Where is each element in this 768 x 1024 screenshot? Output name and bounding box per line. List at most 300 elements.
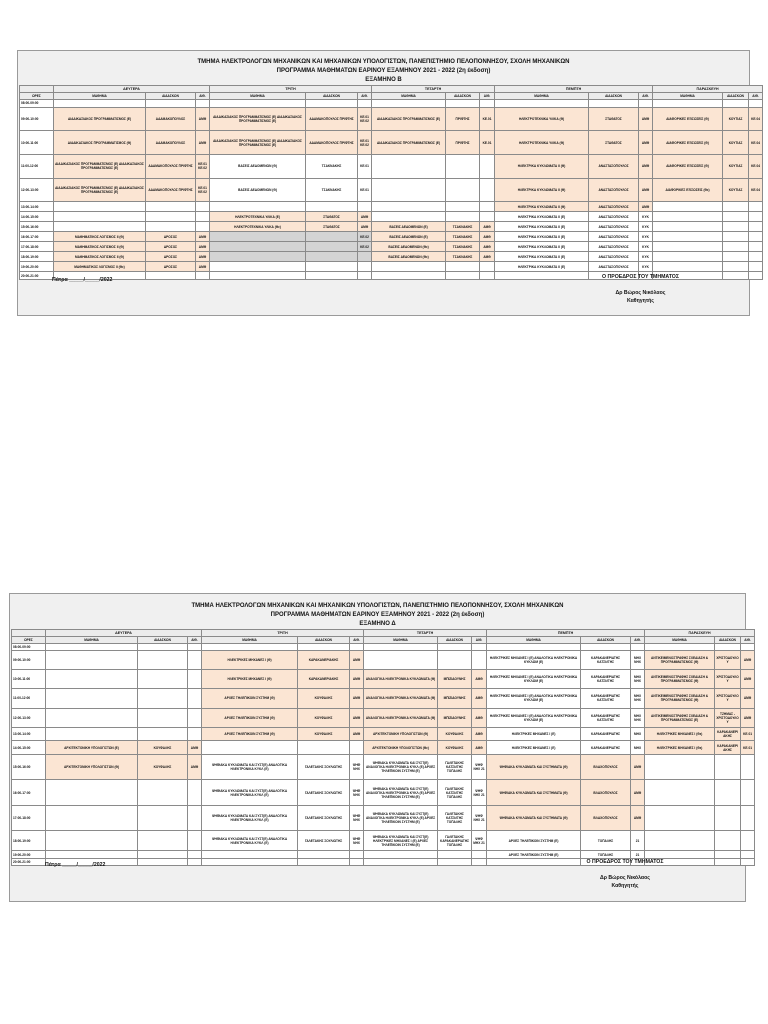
column-header-course: ΜΑΘΗΜΑ bbox=[202, 637, 298, 644]
time-slot: 15:00-16:00 bbox=[12, 754, 46, 780]
room-cell: ΑΜΘ bbox=[472, 669, 487, 688]
course-cell bbox=[210, 232, 306, 242]
empty-cell bbox=[188, 650, 202, 669]
time-slot-row bbox=[20, 107, 763, 131]
column-header-teacher: ΔΙΔΑΣΚΩΝ bbox=[446, 93, 480, 100]
room-cell: ΑΜΘ bbox=[358, 222, 372, 232]
teacher-cell: ΣΤΑΘΑΤΟΣ bbox=[589, 131, 639, 155]
teacher-cell: ΑΝΑΣΤΑΣΟΠΟΥΛΟΣ bbox=[589, 262, 639, 272]
room-cell: ΑΜΘ bbox=[350, 708, 364, 727]
empty-cell bbox=[210, 202, 306, 212]
teacher-cell: ΚΑΡΑΚΑΝΕΡΙΑΤΗΣ bbox=[581, 741, 631, 754]
room-cell: ΑΜΘ bbox=[480, 252, 495, 262]
time-slot: 10:00-11:00 bbox=[20, 131, 54, 155]
column-header-room: ΑΙΘ. bbox=[639, 93, 653, 100]
program-title: ΠΡΟΓΡΑΜΜΑ ΜΑΘΗΜΑΤΩΝ ΕΑΡΙΝΟΥ ΕΞΑΜΗΝΟΥ 2021 - 2022 (2η έκδοση) bbox=[276, 68, 491, 74]
course-cell: ΜΑΘΗΜΑΤΙΚΟΣ ΛΟΓΙΣΜΟΣ ΙΙ (Θ) bbox=[54, 252, 146, 262]
course-cell: ΨΗΦΙΑΚΑ ΚΥΚΛΩΜΑΤΑ ΚΑΙ ΣΥΣΤ(Ε) ΑΝΑΛΟΓΙΚΑ ΗΛΕΚΤΡΟΝΙΚΑ ΚΥΚΛ (Ε) bbox=[202, 805, 298, 831]
teacher-cell: ΑΝΑΣΤΑΣΟΠΟΥΛΟΣ bbox=[589, 202, 639, 212]
room-cell: ΚΕ.01 ΚΕ.02 bbox=[196, 154, 210, 178]
time-slot: 16:00-17:00 bbox=[12, 780, 46, 806]
empty-cell bbox=[653, 232, 723, 242]
empty-cell bbox=[653, 100, 723, 108]
day-header-row bbox=[20, 86, 763, 93]
empty-cell bbox=[438, 850, 472, 858]
teacher-cell: ΚΟΥΤΙΑΣ bbox=[723, 131, 749, 155]
course-cell: ΑΝΤΙΚΕΙΜΕΝΟΣΤΡΑΦΗΣ ΣΧΕΔΙΑΣΗ & ΠΡΟΓΡΑΜΜΑΤΙΣΜΟΣ (Θ) bbox=[645, 689, 715, 708]
empty-cell bbox=[480, 178, 495, 202]
column-header-teacher: ΔΙΔΑΣΚΩΝ bbox=[589, 93, 639, 100]
room-cell: ΚΕ.04 bbox=[749, 107, 763, 131]
empty-cell bbox=[480, 100, 495, 108]
semester-sheet-b bbox=[17, 50, 760, 316]
empty-cell bbox=[446, 202, 480, 212]
teacher-cell: ΚΟΥΦΑΛΗΣ bbox=[138, 741, 188, 754]
empty-cell bbox=[446, 154, 480, 178]
empty-cell bbox=[358, 272, 372, 280]
course-cell: ΒΑΣΕΙΣ ΔΕΔΟΜΕΝΩΝ (Ε) bbox=[372, 222, 446, 232]
empty-cell bbox=[723, 222, 749, 232]
empty-cell bbox=[146, 100, 196, 108]
course-cell: ΑΡΧΙΤΕΚΤΟΝΙΚΗ ΥΠΟΛΟΓΙΣΤΩΝ (Θ) bbox=[364, 728, 438, 741]
empty-cell bbox=[138, 780, 188, 806]
course-cell: ΗΛΕΚΤΡΙΚΑ ΚΥΚΛΩΜΑΤΑ ΙΙ (Ε) bbox=[495, 232, 589, 242]
time-slot-row bbox=[12, 708, 755, 727]
empty-cell bbox=[188, 689, 202, 708]
empty-cell bbox=[749, 262, 763, 272]
empty-cell bbox=[188, 805, 202, 831]
teacher-cell: ΚΑΡΑΚΑΝΕΡΙΑΤΗΣ ΚΑΤΣΙΛΤΗΣ bbox=[581, 689, 631, 708]
column-header-teacher: ΔΙΔΑΣΚΩΝ bbox=[715, 637, 741, 644]
empty-cell bbox=[723, 100, 749, 108]
teacher-cell: ΠΡΙΦΤΗΣ bbox=[446, 107, 480, 131]
course-cell: ΨΗΦΙΑΚΑ ΚΥΚΛΩΜΑΤΑ ΚΑΙ ΣΥΣΤ(Ε) ΑΝΑΛΟΓΙΚΑ ΗΛΕΚΤΡΟΝΙΚΑ ΚΥΚΛ (Ε) ΑΡΧΕΣ ΤΗΛΕΠΙΚΟΙΝ ΣΥΣΤΗΜ (Ε) bbox=[364, 780, 438, 806]
empty-cell bbox=[653, 252, 723, 262]
course-cell: ΨΗΦΙΑΚΑ ΚΥΚΛΩΜΑΤΑ ΚΑΙ ΣΥΣΤ(Ε) ΑΝΑΛΟΓΙΚΑ ΗΛΕΚΤΡΟΝΙΚΑ ΚΥΚΛ (Ε) bbox=[202, 831, 298, 850]
room-cell: ΑΜΘ bbox=[480, 242, 495, 252]
empty-cell bbox=[749, 232, 763, 242]
column-header-row bbox=[20, 93, 763, 100]
room-cell: ΚΥΚ bbox=[639, 232, 653, 242]
time-slot-row bbox=[20, 154, 763, 178]
day-header-blank bbox=[12, 630, 46, 637]
sheet-header bbox=[18, 51, 749, 85]
course-cell: ΗΛΕΚΤΡΙΚΑ ΚΥΚΛΩΜΑΤΑ ΙΙ (Θ) bbox=[495, 178, 589, 202]
room-cell: ΜΗΧ ΝΗΧ bbox=[631, 708, 645, 727]
column-header-course: ΜΑΘΗΜΑ bbox=[210, 93, 306, 100]
course-cell: ΗΛΕΚΤΡΟΤΕΧΝΙΚΑ ΥΛΙΚΑ (Θε) bbox=[210, 222, 306, 232]
course-cell: ΔΙΑΔΙΚΑΣΙΑΚΟΣ ΠΡΟΓΡΑΜΜΑΤΙΣΜΟΣ (Ε) ΔΙΑΔΙΚΑΣΙΑΚΟΣ ΠΡΟΓΡΑΜΜΑΤΙΣΜΟΣ (Ε) bbox=[210, 107, 306, 131]
column-header-course: ΜΑΘΗΜΑ bbox=[495, 93, 589, 100]
time-slot: 19:00-20:00 bbox=[20, 262, 54, 272]
course-cell: ΑΡΧΕΣ ΤΗΛΕΠΙΚΟΙΝ ΣΥΣΤΗΜ (Ε) bbox=[487, 850, 581, 858]
course-cell: ΑΝΤΙΚΕΙΜΕΝΟΣΤΡΑΦΗΣ ΣΧΕΔΙΑΣΗ & ΠΡΟΓΡΑΜΜΑΤΙΣΜΟΣ (Θ) bbox=[645, 650, 715, 669]
teacher-cell: ΓΑΛΕΤΑΚΗΣ ΣΟΥΛΙΩΤΗΣ bbox=[298, 754, 350, 780]
time-slot-row bbox=[20, 202, 763, 212]
empty-cell bbox=[741, 850, 755, 858]
course-cell: ΗΛΕΚΤΡΙΚΕΣ ΜΗΧΑΝΕΣ Ι (Ε) ΑΝΑΛΟΓΙΚΑ ΗΛΕΚΤΡΟΝΙΚΑ ΚΥΚΛΩΜ (Ε) bbox=[487, 669, 581, 688]
room-cell: ΨΗΦ ΝΗΧ 21 bbox=[472, 805, 487, 831]
column-header-course: ΜΑΘΗΜΑ bbox=[645, 637, 715, 644]
room-cell: ΑΜΘ bbox=[472, 728, 487, 741]
course-cell: ΗΛΕΚΤΡΙΚΑ ΚΥΚΛΩΜΑΤΑ ΙΙ (Ε) bbox=[495, 252, 589, 262]
room-cell: ΑΜΘ bbox=[188, 754, 202, 780]
teacher-cell: ΤΣΑΚΝΑΚΗΣ bbox=[446, 242, 480, 252]
column-header-room: ΑΙΘ. bbox=[350, 637, 364, 644]
teacher-cell bbox=[306, 232, 358, 242]
column-header-room: ΑΙΘ. bbox=[749, 93, 763, 100]
signature-role: Καθηγητής bbox=[626, 298, 655, 304]
time-slot: 13:00-14:00 bbox=[12, 728, 46, 741]
empty-cell bbox=[146, 202, 196, 212]
teacher-cell: ΑΔΑΜΑΚΟΠΟΥΛΟΣ ΠΡΙΦΤΗΣ bbox=[146, 154, 196, 178]
empty-cell bbox=[364, 850, 438, 858]
day-header: ΠΕΜΠΤΗ bbox=[487, 630, 645, 637]
signature-title: Ο ΠΡΟΕΔΡΟΣ ΤΟΥ ΤΜΗΜΑΤΟΣ bbox=[602, 274, 679, 280]
empty-cell bbox=[306, 272, 358, 280]
course-cell: ΑΡΧΕΣ ΤΗΛΕΠΙΚΟΙΝ ΣΥΣΤΗΜ (Θ) bbox=[202, 689, 298, 708]
course-cell: ΨΗΦΙΑΚΑ ΚΥΚΛΩΜΑΤΑ ΚΑΙ ΣΥΣΤΗΜΑΤΑ (Θ) bbox=[487, 780, 581, 806]
empty-cell bbox=[54, 100, 146, 108]
empty-cell bbox=[749, 100, 763, 108]
day-header: ΤΕΤΑΡΤΗ bbox=[372, 86, 495, 93]
course-cell: ΨΗΦΙΑΚΑ ΚΥΚΛΩΜΑΤΑ ΚΑΙ ΣΥΣΤ(Ε) ΗΛΕΚΤΡΙΚΕΣ ΜΗΧΑΝΕΣ Ι (Ε) ΑΡΧΕΣ ΤΗΛΕΠΙΚΟΙΝ ΣΥΣΤΗΜ (Ε) bbox=[364, 831, 438, 850]
semester-title: ΕΞΑΜΗΝΟ Β bbox=[365, 77, 402, 83]
room-cell: ΚΕ.01 bbox=[358, 178, 372, 202]
room-cell: ΑΜΘ bbox=[472, 708, 487, 727]
empty-cell bbox=[653, 262, 723, 272]
department-title: ΤΜΗΜΑ ΗΛΕΚΤΡΟΛΟΓΩΝ ΜΗΧΑΝΙΚΩΝ ΚΑΙ ΜΗΧΑΝΙΚΩΝ ΥΠΟΛΟΓΙΣΤΩΝ, ΠΑΝΕΠΙΣΤΗΜΙΟ ΠΕΛΟΠΟΝΝΗΣΟΥ, ΣΧΟΛΗ ΜΗΧΑΝΙΚΩΝ bbox=[197, 59, 570, 65]
course-cell: ΜΑΘΗΜΑΤΙΚΟΣ ΛΟΓΙΣΜΟΣ ΙΙ (Θ) bbox=[54, 232, 146, 242]
signature-name: Δρ Βώρος Νικόλαος bbox=[615, 290, 666, 296]
column-header-room: ΑΙΘ. bbox=[358, 93, 372, 100]
course-cell: ΔΙΑΔΙΚΑΣΙΑΚΟΣ ΠΡΟΓΡΑΜΜΑΤΙΣΜΟΣ (Ε) ΔΙΑΔΙΚΑΣΙΑΚΟΣ ΠΡΟΓΡΑΜΜΑΤΙΣΜΟΣ (Ε) bbox=[210, 131, 306, 155]
course-cell bbox=[210, 252, 306, 262]
room-cell: ΑΜΘ bbox=[350, 689, 364, 708]
course-cell: ΔΙΑΦΟΡΙΚΕΣ ΕΞΙΣΩΣΕΙΣ (Θ) bbox=[653, 107, 723, 131]
room-cell: ΑΜΘ bbox=[480, 232, 495, 242]
course-cell: ΒΑΣΕΙΣ ΔΕΔΟΜΕΝΩΝ (Ε) bbox=[372, 232, 446, 242]
day-header: ΠΑΡΑΣΚΕΥΗ bbox=[645, 630, 755, 637]
room-cell: ΑΜΘ bbox=[358, 212, 372, 222]
empty-cell bbox=[749, 222, 763, 232]
column-header-teacher: ΔΙΔΑΣΚΩΝ bbox=[581, 637, 631, 644]
room-cell: ΨΗΦ ΝΗΧ bbox=[350, 754, 364, 780]
empty-cell bbox=[723, 262, 749, 272]
column-header-course: ΜΑΘΗΜΑ bbox=[653, 93, 723, 100]
empty-cell bbox=[364, 859, 438, 866]
room-cell: ΑΜΘ bbox=[639, 107, 653, 131]
course-cell: ΨΗΦΙΑΚΑ ΚΥΚΛΩΜΑΤΑ ΚΑΙ ΣΥΣΤ(Ε) ΑΝΑΛΟΓΙΚΑ ΗΛΕΚΤΡΟΝΙΚΑ ΚΥΚΛ (Ε) ΑΡΧΕΣ ΤΗΛΕΠΙΚΟΙΝ ΣΥΣΤΗΜ (Ε) bbox=[364, 805, 438, 831]
empty-cell bbox=[146, 222, 196, 232]
teacher-cell: ΚΟΥΤΙΑΣ bbox=[723, 154, 749, 178]
empty-cell bbox=[653, 202, 723, 212]
room-cell: ΚΕ.04 bbox=[749, 131, 763, 155]
column-header-room: ΑΙΘ. bbox=[472, 637, 487, 644]
teacher-cell: ΤΖΗΜΑΣ - ΧΡΙΣΤΟΔΟΥΛΟΥ bbox=[715, 708, 741, 727]
empty-cell bbox=[188, 669, 202, 688]
teacher-cell: ΓΑΛΕΤΑΚΗΣ ΚΑΤΣΙΛΤΗΣ ΤΟΠΑΛΗΣ bbox=[438, 805, 472, 831]
empty-cell bbox=[715, 754, 741, 780]
time-slot-row bbox=[20, 232, 763, 242]
room-cell: ΚΕ.01 bbox=[358, 154, 372, 178]
signature-block bbox=[563, 273, 718, 305]
teacher-cell: ΑΔΑΜΑΚΟΠΟΥΛΟΣ ΠΡΙΦΤΗΣ bbox=[306, 131, 358, 155]
empty-cell bbox=[138, 850, 188, 858]
room-cell: ΜΗΧ ΝΗΧ bbox=[631, 669, 645, 688]
column-header-teacher: ΔΙΔΑΣΚΩΝ bbox=[138, 637, 188, 644]
column-header-course: ΜΑΘΗΜΑ bbox=[46, 637, 138, 644]
teacher-cell: ΜΠΙΖΙΔΟΥΝΗΣ bbox=[438, 689, 472, 708]
column-header-row bbox=[12, 637, 755, 644]
empty-cell bbox=[639, 100, 653, 108]
empty-cell bbox=[645, 780, 715, 806]
day-header: ΠΕΜΠΤΗ bbox=[495, 86, 653, 93]
course-cell: ΒΑΣΕΙΣ ΔΕΔΟΜΕΝΩΝ (Θ) bbox=[210, 178, 306, 202]
room-cell: ΑΜΘ bbox=[639, 202, 653, 212]
time-slot-row bbox=[20, 178, 763, 202]
empty-cell bbox=[46, 708, 138, 727]
column-header-course: ΜΑΘΗΜΑ bbox=[54, 93, 146, 100]
course-cell: ΔΙΑΦΟΡΙΚΕΣ ΕΞΙΣΩΣΕΙΣ (Θ) bbox=[653, 154, 723, 178]
teacher-cell: ΒΛΑΧΟΠΟΥΛΟΣ bbox=[581, 805, 631, 831]
teacher-cell: ΚΑΡΑΚΑΝΕΡΙΑΚΗΣ bbox=[298, 650, 350, 669]
empty-cell bbox=[202, 850, 298, 858]
day-header: ΤΡΙΤΗ bbox=[210, 86, 372, 93]
room-cell: ΑΜΘ bbox=[741, 650, 755, 669]
time-slot: 08:00-09:00 bbox=[20, 100, 54, 108]
teacher-cell: ΔΡΟΣΟΣ bbox=[146, 242, 196, 252]
empty-cell bbox=[146, 212, 196, 222]
time-slot: 18:00-19:00 bbox=[12, 831, 46, 850]
empty-cell bbox=[446, 178, 480, 202]
empty-cell bbox=[138, 859, 188, 866]
course-cell: ΨΗΦΙΑΚΑ ΚΥΚΛΩΜΑΤΑ ΚΑΙ ΣΥΣΤ(Ε) ΑΝΑΛΟΓΙΚΑ ΗΛΕΚΤΡΟΝΙΚΑ ΚΥΚΛ (Ε) ΑΡΧΕΣ ΤΗΛΕΠΙΚΟΙΝ ΣΥΣΤΗΜ (Ε) bbox=[364, 754, 438, 780]
room-cell: ΚΕ.01 bbox=[480, 131, 495, 155]
empty-cell bbox=[715, 831, 741, 850]
empty-cell bbox=[653, 222, 723, 232]
course-cell: ΔΙΑΔΙΚΑΣΙΑΚΟΣ ΠΡΟΓΡΑΜΜΑΤΙΣΜΟΣ (Ε) bbox=[372, 131, 446, 155]
room-cell: ΚΥΚ bbox=[639, 222, 653, 232]
room-cell: ΚΥΚ bbox=[639, 242, 653, 252]
empty-cell bbox=[480, 272, 495, 280]
teacher-cell: ΑΝΑΣΤΑΣΟΠΟΥΛΟΣ bbox=[589, 252, 639, 262]
empty-cell bbox=[46, 669, 138, 688]
room-cell: ΑΜΘ bbox=[350, 728, 364, 741]
course-cell: ΑΡΧΙΤΕΚΤΟΝΙΚΗ ΥΠΟΛΟΓΙΣΤΩΝ (Θε) bbox=[364, 741, 438, 754]
schedule-table bbox=[11, 629, 755, 866]
column-header-teacher: ΔΙΔΑΣΚΩΝ bbox=[306, 93, 358, 100]
empty-cell bbox=[210, 272, 306, 280]
empty-cell bbox=[202, 859, 298, 866]
course-cell: ΑΡΧΕΣ ΤΗΛΕΠΙΚΟΙΝ ΣΥΣΤΗΜ (Θ) bbox=[202, 728, 298, 741]
empty-cell bbox=[202, 741, 298, 754]
room-cell: ΚΕ.04 bbox=[749, 178, 763, 202]
empty-cell bbox=[138, 805, 188, 831]
course-cell: ΗΛΕΚΤΡΙΚΕΣ ΜΗΧΑΝΕΣ Ι (Θ) bbox=[202, 669, 298, 688]
time-slot: 14:00-15:00 bbox=[12, 741, 46, 754]
teacher-cell: ΒΛΑΧΟΠΟΥΛΟΣ bbox=[581, 780, 631, 806]
empty-cell bbox=[188, 859, 202, 866]
column-header-room: ΑΙΘ. bbox=[631, 637, 645, 644]
teacher-cell: ΚΑΡΑΚΑΝΕΡΙΑΤΗΣ ΚΑΤΣΙΛΤΗΣ bbox=[581, 650, 631, 669]
empty-cell bbox=[645, 754, 715, 780]
teacher-cell: ΓΑΛΕΤΑΚΗΣ ΚΑΤΣΙΛΤΗΣ ΤΟΠΑΛΗΣ bbox=[438, 780, 472, 806]
empty-cell bbox=[472, 850, 487, 858]
teacher-cell: ΓΑΛΕΤΑΚΗΣ ΣΟΥΛΙΩΤΗΣ bbox=[298, 780, 350, 806]
empty-cell bbox=[372, 154, 446, 178]
course-cell: ΜΑΘΗΜΑΤΙΚΟΣ ΛΟΓΙΣΜΟΣ ΙΙ (Θε) bbox=[54, 262, 146, 272]
teacher-cell: ΤΣΑΚΝΑΚΗΣ bbox=[306, 178, 358, 202]
room-cell: ΑΜΘ bbox=[196, 131, 210, 155]
empty-cell bbox=[715, 805, 741, 831]
empty-cell bbox=[350, 859, 364, 866]
course-cell: ΔΙΑΔΙΚΑΣΙΑΚΟΣ ΠΡΟΓΡΑΜΜΑΤΙΣΜΟΣ (Ε) bbox=[372, 107, 446, 131]
empty-cell bbox=[741, 780, 755, 806]
time-slot-row bbox=[20, 252, 763, 262]
empty-cell bbox=[298, 859, 350, 866]
column-header-hours: ΩΡΕΣ bbox=[12, 637, 46, 644]
empty-cell bbox=[472, 859, 487, 866]
teacher-cell: ΑΝΑΣΤΑΣΟΠΟΥΛΟΣ bbox=[589, 242, 639, 252]
course-cell: ΗΛΕΚΤΡΙΚΕΣ ΜΗΧΑΝΕΣ Ι (Ε) ΑΝΑΛΟΓΙΚΑ ΗΛΕΚΤΡΟΝΙΚΑ ΚΥΚΛΩΜ (Ε) bbox=[487, 689, 581, 708]
empty-cell bbox=[372, 100, 446, 108]
empty-cell bbox=[472, 650, 487, 669]
empty-cell bbox=[46, 805, 138, 831]
teacher-cell: ΚΟΥΤΙΑΣ bbox=[723, 107, 749, 131]
teacher-cell: ΧΡΙΣΤΟΔΟΥΛΟΥ bbox=[715, 669, 741, 688]
course-cell: ΑΝΑΛΟΓΙΚΑ ΗΛΕΚΤΡΟΝΙΚΑ ΚΥΚΛΩΜΑΤΑ (Θ) bbox=[364, 708, 438, 727]
signature-block bbox=[550, 858, 700, 890]
empty-cell bbox=[723, 212, 749, 222]
course-cell: ΔΙΑΔΙΚΑΣΙΑΚΟΣ ΠΡΟΓΡΑΜΜΑΤΙΣΜΟΣ (Ε) ΔΙΑΔΙΚΑΣΙΑΚΟΣ ΠΡΟΓΡΑΜΜΑΤΙΣΜΟΣ (Ε) bbox=[54, 154, 146, 178]
schedule-table bbox=[19, 85, 763, 280]
time-slot: 18:00-19:00 bbox=[20, 252, 54, 262]
course-cell: ΗΛΕΚΤΡΙΚΕΣ ΜΗΧΑΝΕΣ Ι (Ε) bbox=[487, 741, 581, 754]
teacher-cell: ΚΟΥΦΑΛΗΣ bbox=[438, 728, 472, 741]
column-header-course: ΜΑΘΗΜΑ bbox=[364, 637, 438, 644]
course-cell: ΒΑΣΕΙΣ ΔΕΔΟΜΕΝΩΝ (Θε) bbox=[372, 252, 446, 262]
room-cell: ΑΜΘ bbox=[350, 669, 364, 688]
teacher-cell: ΣΤΑΘΑΤΟΣ bbox=[589, 107, 639, 131]
course-cell: ΔΙΑΔΙΚΑΣΙΑΚΟΣ ΠΡΟΓΡΑΜΜΑΤΙΣΜΟΣ (Ε) ΔΙΑΔΙΚΑΣΙΑΚΟΣ ΠΡΟΓΡΑΜΜΑΤΙΣΜΟΣ (Ε) bbox=[54, 178, 146, 202]
room-cell: ΑΜΘ bbox=[188, 741, 202, 754]
teacher-cell: ΚΑΡΑΚΑΝΕΡΙΑΚΗΣ bbox=[298, 669, 350, 688]
signature-title: Ο ΠΡΟΕΔΡΟΣ ΤΟΥ ΤΜΗΜΑΤΟΣ bbox=[586, 859, 664, 865]
teacher-cell: ΤΣΑΚΝΑΚΗΣ bbox=[446, 252, 480, 262]
teacher-cell bbox=[306, 252, 358, 262]
empty-cell bbox=[446, 262, 480, 272]
empty-cell bbox=[188, 780, 202, 806]
teacher-cell: ΓΑΛΕΤΑΚΗΣ ΚΑΡΑΚΑΝΕΡΙΑΤΗΣ ΤΟΠΑΛΗΣ bbox=[438, 831, 472, 850]
empty-cell bbox=[480, 212, 495, 222]
teacher-cell: ΚΟΥΤΙΑΣ bbox=[723, 178, 749, 202]
course-cell: ΗΛΕΚΤΡΙΚΑ ΚΥΚΛΩΜΑΤΑ ΙΙ (Ε) bbox=[495, 242, 589, 252]
time-slot: 17:00-18:00 bbox=[12, 805, 46, 831]
time-slot-row bbox=[12, 669, 755, 688]
room-cell: ΑΜΘ bbox=[196, 242, 210, 252]
teacher-cell: ΚΟΥΦΑΛΗΣ bbox=[138, 754, 188, 780]
empty-cell bbox=[438, 650, 472, 669]
room-cell bbox=[358, 252, 372, 262]
course-cell: ΗΛΕΚΤΡΙΚΑ ΚΥΚΛΩΜΑΤΑ ΙΙ (Ε) bbox=[495, 262, 589, 272]
time-slot: 08:00-09:00 bbox=[12, 644, 46, 651]
empty-cell bbox=[196, 222, 210, 232]
teacher-cell: ΑΔΑΜΑΚΟΠΟΥΛΟΣ bbox=[146, 131, 196, 155]
empty-cell bbox=[350, 741, 364, 754]
time-slot: 11:00-12:00 bbox=[12, 689, 46, 708]
teacher-cell: ΚΟΥΦΑΛΗΣ bbox=[438, 741, 472, 754]
teacher-cell: ΓΑΛΕΤΑΚΗΣ ΣΟΥΛΙΩΤΗΣ bbox=[298, 831, 350, 850]
empty-cell bbox=[188, 728, 202, 741]
column-header-course: ΜΑΘΗΜΑ bbox=[487, 637, 581, 644]
empty-cell bbox=[495, 100, 589, 108]
empty-cell bbox=[446, 272, 480, 280]
teacher-cell: ΤΟΠΑΛΗΣ bbox=[581, 831, 631, 850]
teacher-cell: ΚΑΡΑΚΑΝΕΡΙΑΤΗΣ bbox=[581, 728, 631, 741]
teacher-cell: ΚΑΡΑΚΑΝΕΡΙΑΤΗΣ ΚΑΤΣΙΛΤΗΣ bbox=[581, 708, 631, 727]
empty-cell bbox=[138, 689, 188, 708]
time-slot-row bbox=[12, 728, 755, 741]
course-cell: ΑΝΤΙΚΕΙΜΕΝΟΣΤΡΑΦΗΣ ΣΧΕΔΙΑΣΗ & ΠΡΟΓΡΑΜΜΑΤΙΣΜΟΣ (Θ) bbox=[645, 669, 715, 688]
room-cell: ΑΜΘ bbox=[472, 689, 487, 708]
course-cell: ΨΗΦΙΑΚΑ ΚΥΚΛΩΜΑΤΑ ΚΑΙ ΣΥΣΤ(Ε) ΑΝΑΛΟΓΙΚΑ ΗΛΕΚΤΡΟΝΙΚΑ ΚΥΚΛ (Ε) bbox=[202, 780, 298, 806]
room-cell: ΑΜΘ bbox=[350, 650, 364, 669]
course-cell: ΑΡΧΙΤΕΚΤΟΝΙΚΗ ΥΠΟΛΟΓΙΣΤΩΝ (Ε) bbox=[46, 741, 138, 754]
time-slot-row bbox=[20, 212, 763, 222]
course-cell: ΔΙΑΦΟΡΙΚΕΣ ΕΞΙΣΩΣΕΙΣ (Θ) bbox=[653, 131, 723, 155]
room-cell: ΑΜΘ bbox=[639, 131, 653, 155]
empty-cell bbox=[723, 242, 749, 252]
course-cell: ΗΛΕΚΤΡΙΚΕΣ ΜΗΧΑΝΕΣ Ι (Ε) ΑΝΑΛΟΓΙΚΑ ΗΛΕΚΤΡΟΝΙΚΑ ΚΥΚΛΩΜ (Ε) bbox=[487, 650, 581, 669]
department-title: ΤΜΗΜΑ ΗΛΕΚΤΡΟΛΟΓΩΝ ΜΗΧΑΝΙΚΩΝ ΚΑΙ ΜΗΧΑΝΙΚΩΝ ΥΠΟΛΟΓΙΣΤΩΝ, ΠΑΝΕΠΙΣΤΗΜΙΟ ΠΕΛΟΠΟΝΝΗΣΟΥ, ΣΧΟΛΗ ΜΗΧΑΝΙΚΩΝ bbox=[191, 603, 564, 609]
teacher-cell: ΚΟΥΦΑΛΗΣ bbox=[298, 708, 350, 727]
room-cell: 21 bbox=[631, 831, 645, 850]
room-cell: ΚΕ.01 bbox=[741, 728, 755, 741]
course-cell: ΒΑΣΕΙΣ ΔΕΔΟΜΕΝΩΝ (Θ) bbox=[210, 154, 306, 178]
room-cell: ΜΗΧ ΝΗΧ bbox=[631, 650, 645, 669]
place-date: Πάτρα _____/_____/2022 bbox=[52, 277, 113, 283]
empty-cell bbox=[723, 232, 749, 242]
time-slot-row bbox=[20, 222, 763, 232]
teacher-cell: ΚΟΥΦΑΛΗΣ bbox=[298, 728, 350, 741]
empty-cell bbox=[46, 728, 138, 741]
empty-cell bbox=[298, 741, 350, 754]
empty-cell bbox=[749, 202, 763, 212]
teacher-cell: ΤΣΑΚΝΑΚΗΣ bbox=[446, 232, 480, 242]
empty-cell bbox=[306, 262, 358, 272]
empty-cell bbox=[138, 728, 188, 741]
column-header-teacher: ΔΙΔΑΣΚΩΝ bbox=[723, 93, 749, 100]
column-header-course: ΜΑΘΗΜΑ bbox=[372, 93, 446, 100]
column-header-teacher: ΔΙΔΑΣΚΩΝ bbox=[146, 93, 196, 100]
sheet-header bbox=[10, 594, 745, 629]
empty-cell bbox=[138, 669, 188, 688]
room-cell: ΨΗΦ ΝΗΧ bbox=[350, 805, 364, 831]
teacher-cell: ΤΣΑΚΝΑΚΗΣ bbox=[306, 154, 358, 178]
column-header-room: ΑΙΘ. bbox=[480, 93, 495, 100]
empty-cell bbox=[298, 850, 350, 858]
empty-cell bbox=[653, 212, 723, 222]
time-slot-row bbox=[20, 100, 763, 108]
empty-cell bbox=[146, 272, 196, 280]
course-cell: ΗΛΕΚΤΡΙΚΕΣ ΜΗΧΑΝΕΣ Ι (Ε) bbox=[487, 728, 581, 741]
time-slot: 13:00-14:00 bbox=[20, 202, 54, 212]
empty-cell bbox=[196, 100, 210, 108]
column-header-room: ΑΙΘ. bbox=[196, 93, 210, 100]
time-slot-row bbox=[12, 650, 755, 669]
room-cell: ΑΜΘ bbox=[196, 262, 210, 272]
